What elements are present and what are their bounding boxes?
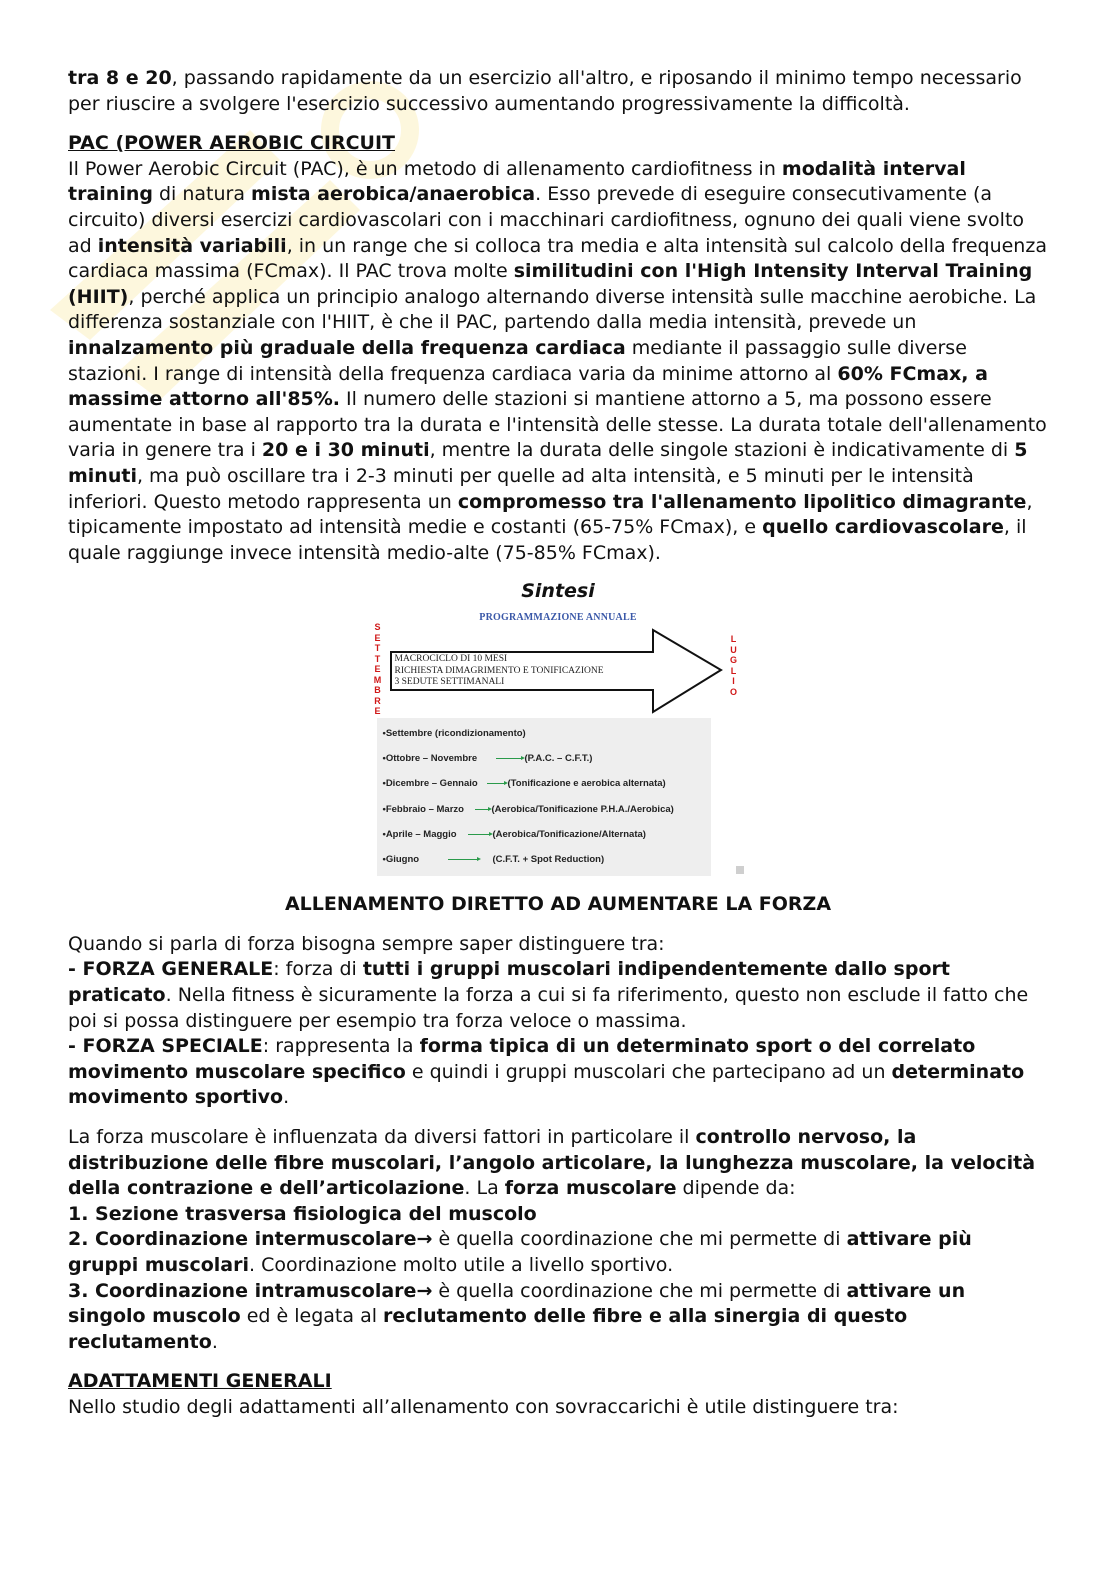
vertical-label-settembre [373,622,383,717]
adattamenti-paragraph: ADATTAMENTI GENERALI Nello studio degli adattamenti all’allenamento con sovraccarichi è utile distinguere tra: [68,1369,1048,1420]
document-body [68,66,1048,1421]
schedule-panel [377,718,711,876]
macro-line: MACROCICLO DI 10 MESI [394,654,508,665]
forza-paragraph: Quando si parla di forza bisogna sempre saper distinguere tra: - FORZA GENERALE: forza di tutti i gruppi muscolari indipendentemente dallo sport praticato. Nella fitness è sicuramente la forza a cui si fa riferimento, questo non esclude il fatto che poi si possa distinguere per esempio tra forza veloce o massima. - FORZA SPECIALE: rappresenta la forma tipica di un determinato sport o del correlato movimento muscolare specifico e quindi i gruppi muscolari che partecipano ad un determinato movimento sportivo. [68,932,1029,1109]
vertical-letter: E [374,664,381,675]
vertical-letter: L [730,665,737,676]
macrocycle-text [395,654,604,689]
vertical-letter: T [374,643,381,654]
forza-muscolare-paragraph: La forza muscolare è influenzata da diversi fattori in particolare il controllo nervoso, la distribuzione delle fibre muscolari, l’angolo articolare, la lunghezza muscolare, la velocità della contrazione e dell’articolazione. La forza muscolare dipende da: 1. Sezione trasversa fisiologica del muscolo 2. Coordinazione intermuscolare→ è quella coordinazione che mi permette di attivare più gruppi muscolari. Coordinazione molto utile a livello sportivo. 3. Coordinazione intramuscolare→ è quella coordinazione che mi permette di attivare un singolo muscolo ed è legata al reclutamento delle fibre e alla sinergia di questo reclutamento. [68,1125,1048,1355]
vertical-letter: M [373,674,382,685]
schedule-row: •Febbraio – Marzo (Aerobica/Tonificazione P.H.A./Aerobica) [382,804,674,816]
schedule-row: •Ottobre – Novembre (P.A.C. – C.F.T.) [382,753,593,765]
pac-paragraph: PAC (POWER AEROBIC CIRCUIT Il Power Aerobic Circuit (PAC), è un metodo di allenamento cardiofitness in modalità interval training di natura mista aerobica/anaerobica. Esso prevede di eseguire consecutivamente (a circuito) diversi esercizi cardiovascolari con i macchinari cardiofitness, ognuno dei quali viene svolto ad intensità variabili, in un range che si colloca tra media e alta intensità sul calcolo della frequenza cardiaca massima (FCmax). Il PAC trova molte similitudini con l'High Intensity Interval Training (HIIT), perché applica un principio analogo alternando diverse intensità sulle macchine aerobiche. La differenza sostanziale con l'HIIT, è che il PAC, partendo dalla media intensità, prevede un innalzamento più graduale della frequenza cardiaca mediante il passaggio sulle diverse stazioni. I range di intensità della frequenza cardiaca varia da minime attorno al 60% FCmax, a massime attorno all'85%. Il numero delle stazioni si mantiene attorno a 5, ma possono essere aumentate in base al rapporto tra la durata e l'intensità delle stesse. La durata totale dell'allenamento varia in genere tra i 20 e i 30 minuti, mentre la durata delle singole stazioni è indicativamente di 5 minuti, ma può oscillare tra i 2-3 minuti per quelle ad alta intensità, e 5 minuti per le intensità inferiori. Questo metodo rappresenta un compromesso tra l'allenamento lipolitico dimagrante, tipicamente impostato ad intensità medie e costanti (65-75% FCmax), e quello cardiovascolare, il quale raggiunge invece intensità medio-alte (75-85% FCmax). [68,132,1047,564]
schedule-row: •Settembre (ricondizionamento) [382,728,526,740]
vertical-letter: O [729,686,737,697]
diagram-title: PROGRAMMAZIONE ANNUALE [479,612,637,624]
vertical-letter: I [732,676,735,687]
vertical-letter: E [374,706,381,717]
schedule-row: •Aprile – Maggio (Aerobica/Tonificazione/Alternata) [382,829,646,841]
vertical-letter: L [730,634,737,645]
list-item: 3. Coordinazione intramuscolare→ è quella coordinazione che mi permette di attivare un singolo muscolo ed è legata al reclutamento delle fibre e alla sinergia di questo reclutamento. [68,1279,966,1353]
list-item: 1. Sezione trasversa fisiologica del muscolo [68,1202,537,1225]
annual-programming-diagram [371,608,746,878]
vertical-letter: E [374,632,381,643]
macro-line: 3 SEDUTE SETTIMANALI [394,677,505,688]
vertical-letter: T [374,653,381,664]
scan-artifact [736,866,744,874]
vertical-letter: U [730,644,737,655]
schedule-row: •Dicembre – Gennaio (Tonificazione e aerobica alternata) [382,778,666,790]
adattamenti-heading: ADATTAMENTI GENERALI [68,1370,332,1393]
schedule-row: •Giugno (C.F.T. + Spot Reduction) [382,854,605,866]
list-item: 2. Coordinazione intermuscolare→ è quella coordinazione che mi permette di attivare più gruppi muscolari. Coordinazione molto utile a livello sportivo. [68,1228,972,1276]
sintesi-title: Sintesi [521,580,595,603]
macro-line: RICHIESTA DIMAGRIMENTO E TONIFICAZIONE [394,665,604,676]
vertical-letter: G [729,655,737,666]
vertical-letter: R [374,695,381,706]
vertical-letter: B [374,685,381,696]
vertical-letter: S [374,622,381,633]
pac-heading: PAC (POWER AEROBIC CIRCUIT [68,132,396,155]
vertical-label-luglio [729,634,739,697]
intro-paragraph: tra 8 e 20, passando rapidamente da un esercizio all'altro, e riposando il minimo tempo necessario per riuscire a svolgere l'esercizio successivo aumentando progressivamente la difficoltà. [68,67,1022,115]
forza-title: ALLENAMENTO DIRETTO AD AUMENTARE LA FORZA [284,893,832,916]
